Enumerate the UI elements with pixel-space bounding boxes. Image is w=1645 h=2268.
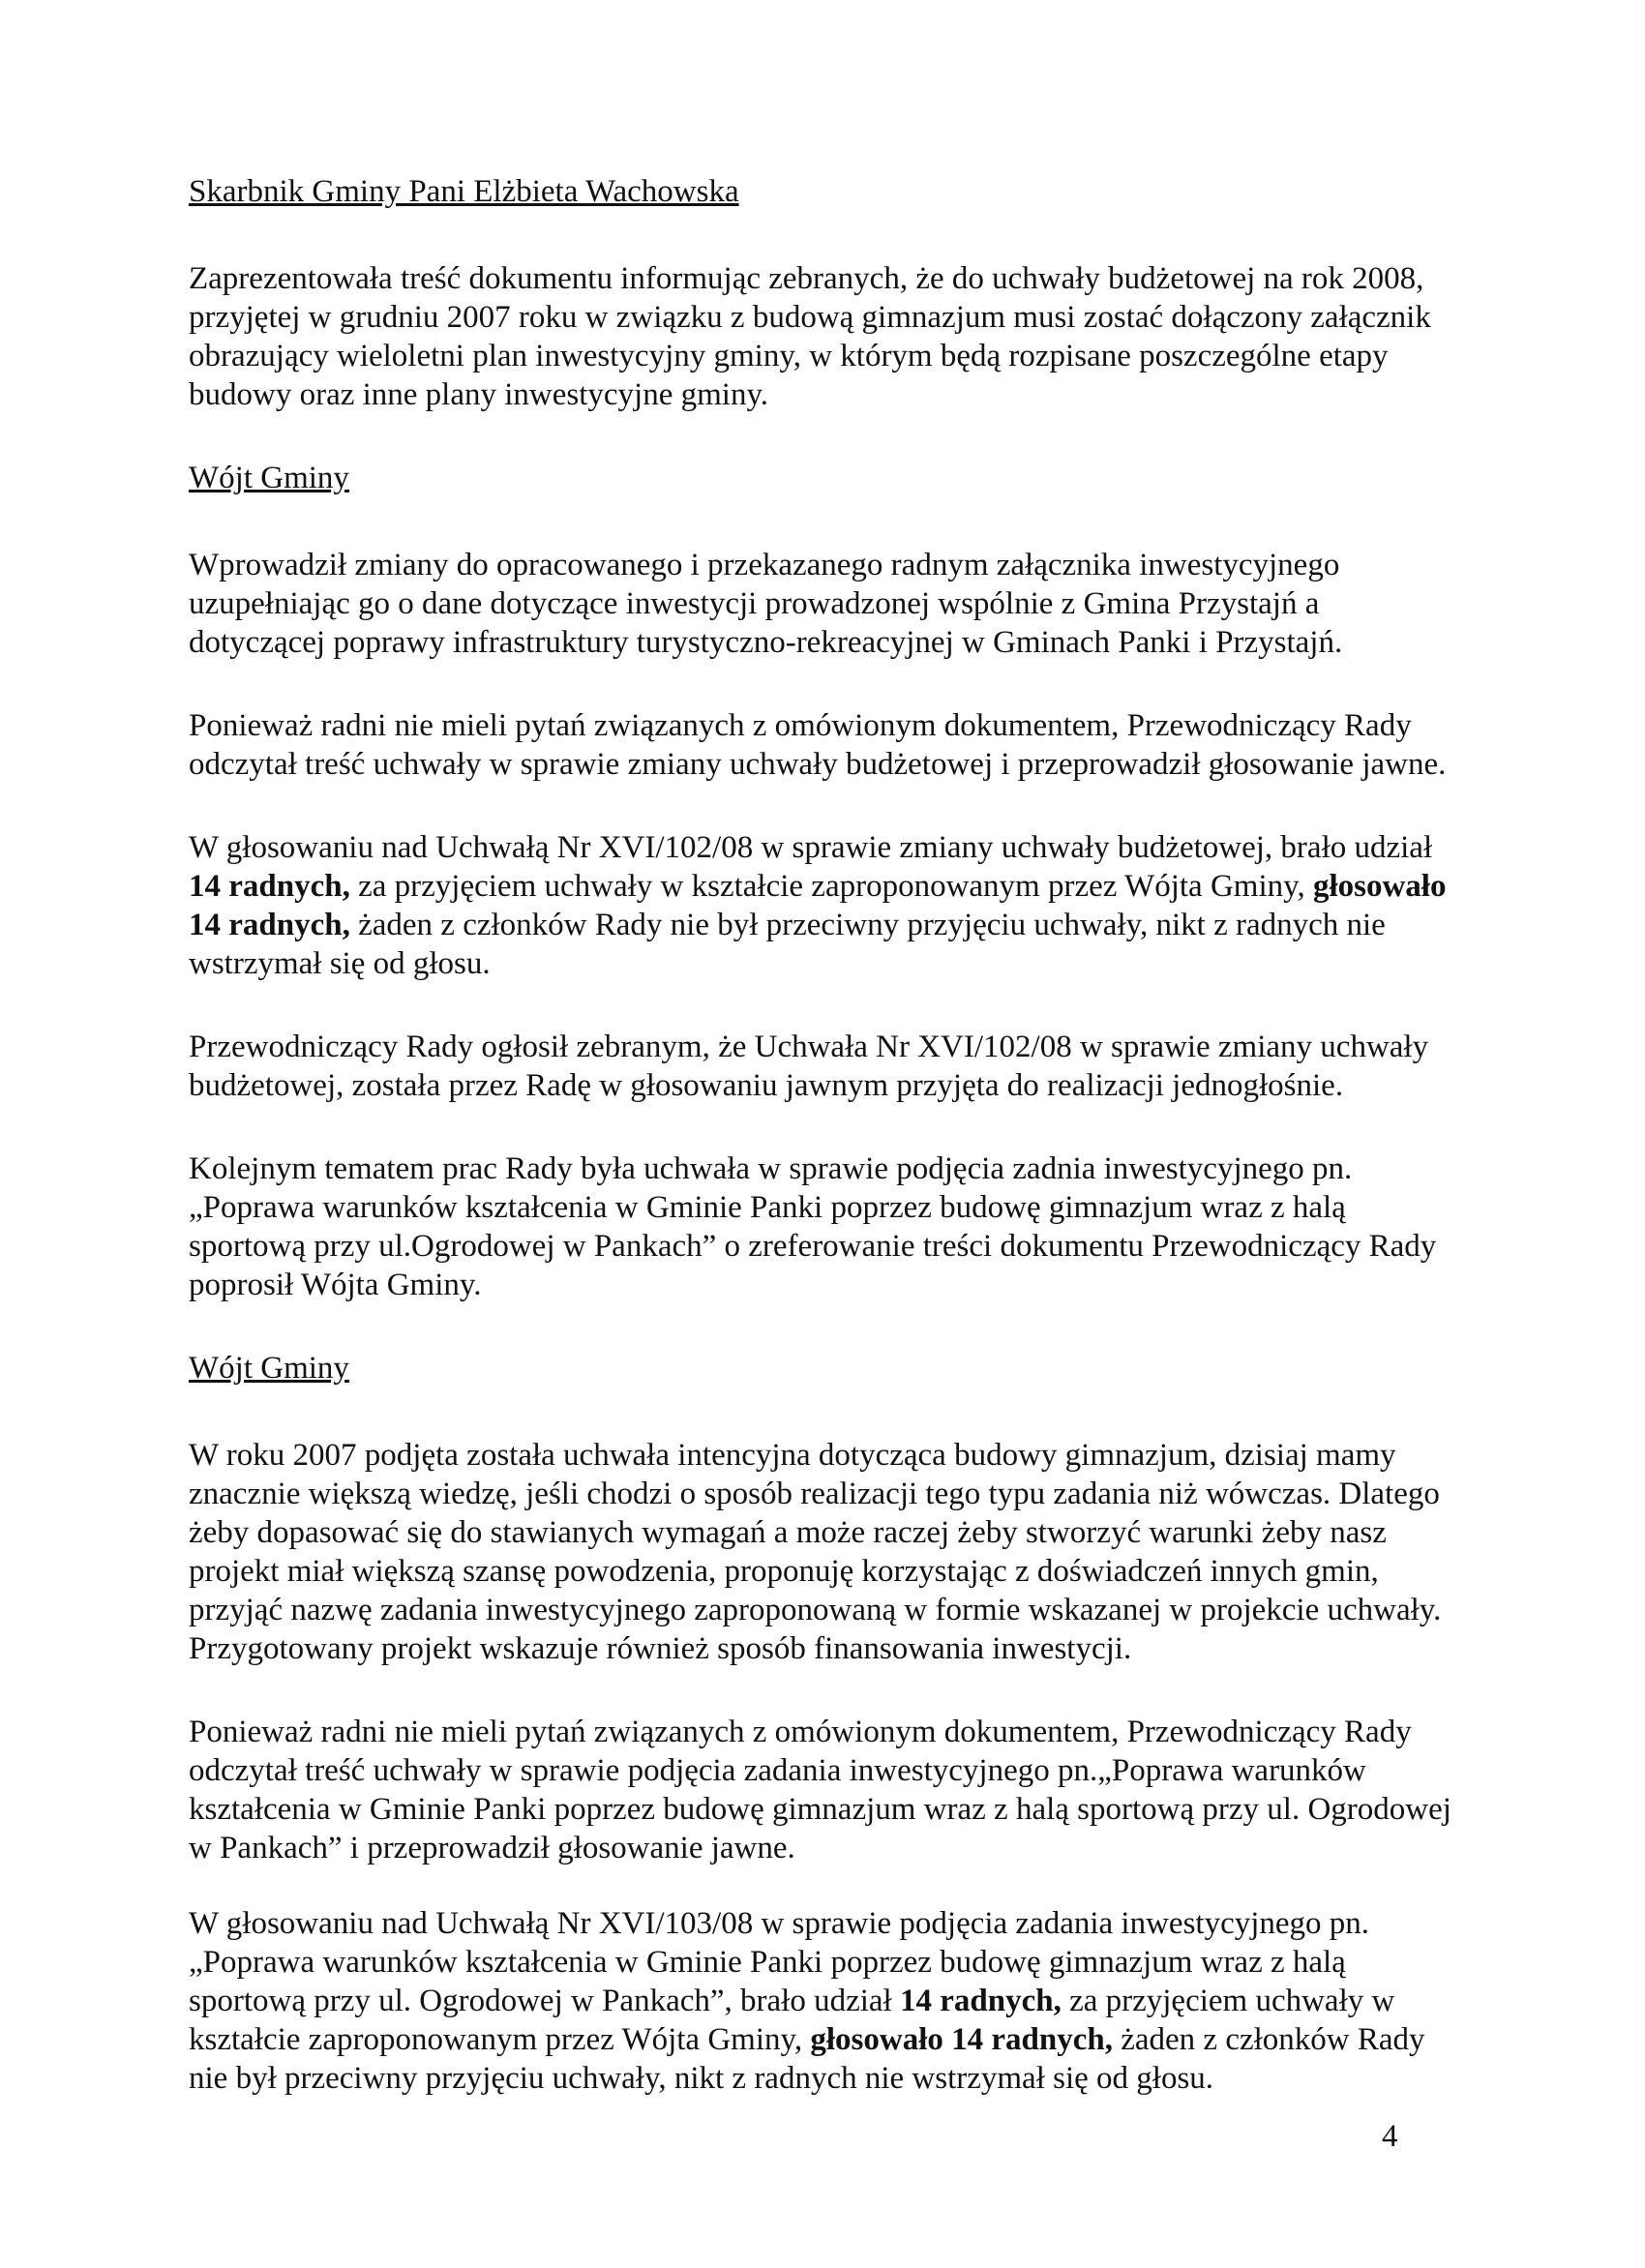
vote-participants: 14 radnych, [189, 869, 350, 904]
paragraph-wojt-gymnasium: W roku 2007 podjęta została uchwała intencyjna dotycząca budowy gimnazjum, dzisiaj mamy znacznie większą wiedzę, jeśli chodzi o sposób realizacji tego typu zadania niż wówczas. Dlatego żeby dopasować się do stawianych wymagań a może raczej żeby stworzyć warunki żeby nasz projekt miał większą szansę powodzenia, proponuję korzystając z doświadczeń innych gmin, przyjąć nazwę zadania inwestycyjnego zaproponowaną w formie wskazanej w projekcie uchwały. Przygotowany projekt wskazuje również sposób finansowania inwestycji. [189, 1438, 1442, 1666]
paragraph-resolution-102-adopted: Przewodniczący Rady ogłosił zebranym, że Uchwała Nr XVI/102/08 w sprawie zmiany uchwały budżetowej, została przez Radę w głosowaniu jawnym przyjęta do realizacji jednogłośnie. [189, 1030, 1429, 1103]
section-heading-wojt: Wójt Gminy [189, 1351, 349, 1386]
vote-text: za przyjęciem uchwały w kształcie zaproponowanym przez Wójta Gminy, [349, 869, 1313, 904]
vote-participants: 14 radnych, [899, 1984, 1062, 2018]
paragraph-wojt-changes: Wprowadził zmiany do opracowanego i przekazanego radnym załącznika inwestycyjnego uzupełniając go o dane dotyczące inwestycji prowadzonej wspólnie z Gmina Przystajń a dotyczącej poprawy infrastruktury turystyczno-rekreacyjnej w Gminach Panki i Przystajń. [189, 548, 1343, 660]
vote-count: głosowało 14 radnych, [189, 869, 1447, 942]
paragraph-no-questions-1: Ponieważ radni nie mieli pytań związanych z omówionym dokumentem, Przewodniczący Rady odczytał treść uchwały w sprawie zmiany uchwały budżetowej i przeprowadził głosowanie jawne. [189, 708, 1447, 782]
page-content [189, 172, 1451, 2142]
paragraph-no-questions-2: Ponieważ radni nie mieli pytań związanych z omówionym dokumentem, Przewodniczący Rady odczytał treść uchwały w sprawie podjęcia zadania inwestycyjnego pn.„Poprawa warunków kształcenia w Gminie Panki poprzez budowę gimnazjum wraz z halą sportową przy ul. Ogrodowej w Pankach” i przeprowadził głosowanie jawne. [189, 1715, 1451, 1865]
paragraph-vote-103 [189, 1904, 1451, 2098]
vote-text: żaden z członków Rady nie był przeciwny przyjęciu uchwały, nikt z radnych nie wstrzymał się od głosu. [189, 908, 1386, 981]
paragraph-vote-102 [189, 828, 1451, 983]
vote-text: W głosowaniu nad Uchwałą Nr XVI/102/08 w sprawie zmiany uchwały budżetowej, brało udział [189, 830, 1433, 865]
paragraph-skarbnik-report: Zaprezentowała treść dokumentu informując zebranych, że do uchwały budżetowej na rok 2008, przyjętej w grudniu 2007 roku w związku z budową gimnazjum musi zostać dołączony załącznik obrazujący wieloletni plan inwestycyjny gminy, w którym będą rozpisane poszczególne etapy budowy oraz inne plany inwestycyjne gminy. [189, 261, 1431, 412]
vote-text: żaden z członków Rady nie był przeciwny przyjęciu uchwały, nikt z radnych nie wstrzymał się od głosu. [189, 2022, 1425, 2096]
vote-text: za przyjęciem uchwały w kształcie zaproponowanym przez Wójta Gminy, [189, 1984, 1395, 2057]
vote-text: W głosowaniu nad Uchwałą Nr XVI/103/08 w sprawie podjęcia zadania inwestycyjnego pn.„Poprawa warunków kształcenia w Gminie Panki poprzez budowę gimnazjum wraz z halą sportową przy ul. Ogrodowej w Pankach”, brało udział [189, 1906, 1370, 2018]
paragraph-next-topic: Kolejnym tematem prac Rady była uchwała w sprawie podjęcia zadnia inwestycyjnego pn. „Poprawa warunków kształcenia w Gminie Panki poprzez budowę gimnazjum wraz z halą sportową przy ul.Ogrodowej w Pankach” o zreferowanie treści dokumentu Przewodniczący Rady poprosił Wójta Gminy. [189, 1151, 1437, 1302]
page-number: 4 [1382, 2119, 1398, 2154]
section-heading-wojt: Wójt Gminy [189, 461, 349, 495]
vote-count: głosowało 14 radnych, [810, 2022, 1113, 2057]
section-heading-skarbnik: Skarbnik Gminy Pani Elżbieta Wachowska [189, 174, 739, 209]
